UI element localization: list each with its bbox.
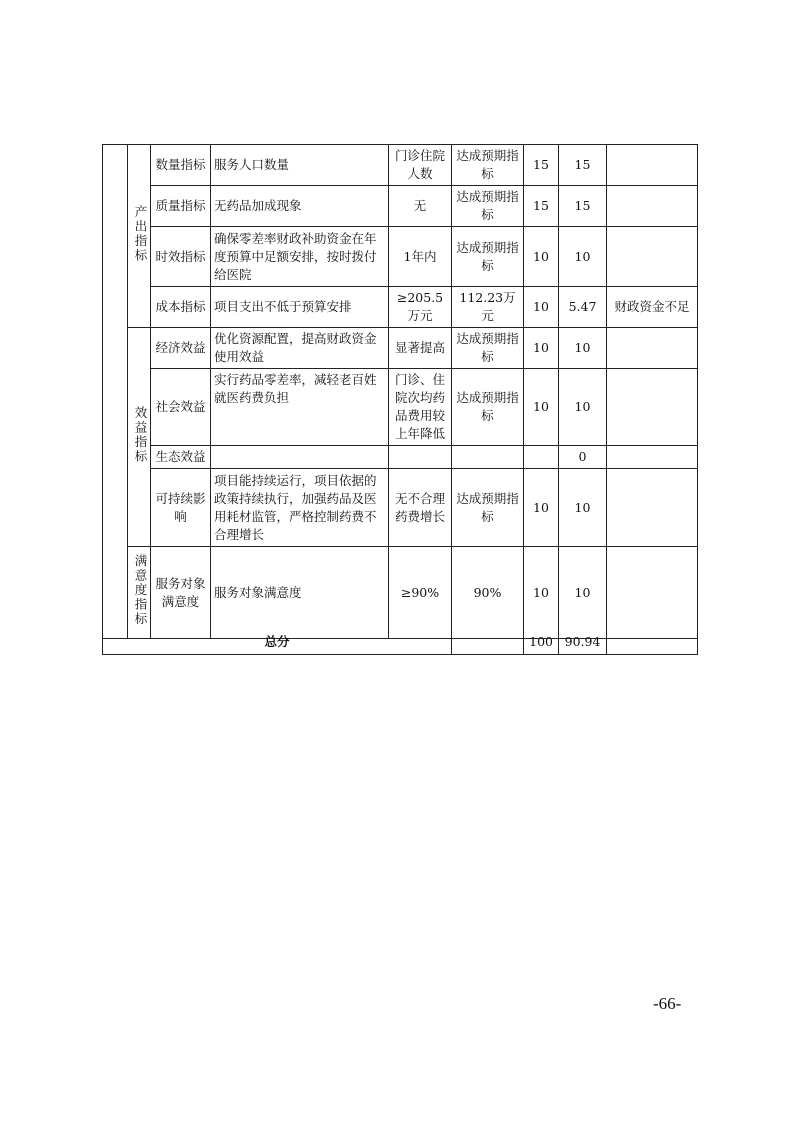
table-row	[103, 328, 698, 369]
total-actual-cell	[452, 630, 524, 654]
actual-cell: 达成预期指标	[452, 227, 524, 287]
weight-cell: 10	[524, 287, 559, 328]
total-score: 90.94	[559, 630, 607, 654]
content-cell: 无药品加成现象	[211, 186, 389, 227]
weight-cell: 15	[524, 145, 559, 186]
total-row	[103, 630, 698, 654]
total-note-cell	[607, 630, 698, 654]
content-cell: 确保零差率财政补助资金在年度预算中足额安排，按时拨付给医院	[211, 227, 389, 287]
table-row	[103, 287, 698, 328]
score-cell: 10	[559, 469, 607, 547]
category-output: 产出指标	[128, 145, 151, 328]
indicator-cell: 时效指标	[151, 227, 211, 287]
level1-category-cell	[103, 145, 128, 639]
target-cell: 门诊、住院次均药品费用较上年降低	[389, 369, 452, 446]
indicator-cell: 成本指标	[151, 287, 211, 328]
note-cell	[607, 446, 698, 469]
score-cell: 10	[559, 369, 607, 446]
weight-cell: 10	[524, 328, 559, 369]
content-cell: 实行药品零差率，减轻老百姓就医药费负担	[211, 369, 389, 446]
target-cell: 1年内	[389, 227, 452, 287]
table-row	[103, 227, 698, 287]
score-cell: 15	[559, 186, 607, 227]
score-cell: 0	[559, 446, 607, 469]
target-cell: ≥205.5万元	[389, 287, 452, 328]
indicator-cell: 经济效益	[151, 328, 211, 369]
note-cell	[607, 145, 698, 186]
actual-cell	[452, 446, 524, 469]
note-cell	[607, 469, 698, 547]
indicator-cell: 社会效益	[151, 369, 211, 446]
weight-cell: 10	[524, 469, 559, 547]
indicator-cell: 质量指标	[151, 186, 211, 227]
content-cell: 服务对象满意度	[211, 547, 389, 639]
indicator-cell: 数量指标	[151, 145, 211, 186]
actual-cell: 达成预期指标	[452, 469, 524, 547]
note-cell	[607, 328, 698, 369]
weight-cell: 10	[524, 227, 559, 287]
note-cell	[607, 227, 698, 287]
score-cell: 10	[559, 328, 607, 369]
score-cell: 10	[559, 547, 607, 639]
category-satisfaction: 满意度指标	[128, 547, 151, 639]
table-row	[103, 186, 698, 227]
target-cell: 无	[389, 186, 452, 227]
weight-cell: 10	[524, 547, 559, 639]
actual-cell: 达成预期指标	[452, 145, 524, 186]
note-cell	[607, 369, 698, 446]
target-cell: ≥90%	[389, 547, 452, 639]
weight-cell	[524, 446, 559, 469]
note-cell	[607, 547, 698, 639]
note-cell: 财政资金不足	[607, 287, 698, 328]
table-row	[103, 145, 698, 186]
total-table	[102, 630, 698, 655]
score-cell: 10	[559, 227, 607, 287]
content-cell: 服务人口数量	[211, 145, 389, 186]
category-benefit: 效益指标	[128, 328, 151, 547]
total-label: 总分	[103, 630, 452, 654]
target-cell: 显著提高	[389, 328, 452, 369]
actual-cell: 达成预期指标	[452, 328, 524, 369]
score-cell: 15	[559, 145, 607, 186]
table-row	[103, 469, 698, 547]
actual-cell: 达成预期指标	[452, 369, 524, 446]
target-cell: 无不合理药费增长	[389, 469, 452, 547]
weight-cell: 10	[524, 369, 559, 446]
actual-cell: 90%	[452, 547, 524, 639]
indicator-cell: 服务对象满意度	[151, 547, 211, 639]
total-weight: 100	[524, 630, 559, 654]
weight-cell: 15	[524, 186, 559, 227]
content-cell: 项目能持续运行，项目依据的政策持续执行，加强药品及医用耗材监管，严格控制药费不合理增长	[211, 469, 389, 547]
note-cell	[607, 186, 698, 227]
target-cell: 门诊住院人数	[389, 145, 452, 186]
content-cell: 优化资源配置，提高财政资金使用效益	[211, 328, 389, 369]
table-row	[103, 547, 698, 639]
indicator-cell: 生态效益	[151, 446, 211, 469]
page-number: -66-	[653, 994, 682, 1013]
indicator-cell: 可持续影响	[151, 469, 211, 547]
score-cell: 5.47	[559, 287, 607, 328]
table-row	[103, 446, 698, 469]
target-cell	[389, 446, 452, 469]
content-cell: 项目支出不低于预算安排	[211, 287, 389, 328]
actual-cell: 达成预期指标	[452, 186, 524, 227]
table-row	[103, 369, 698, 446]
actual-cell: 112.23万元	[452, 287, 524, 328]
content-cell	[211, 446, 389, 469]
performance-table	[102, 144, 698, 639]
